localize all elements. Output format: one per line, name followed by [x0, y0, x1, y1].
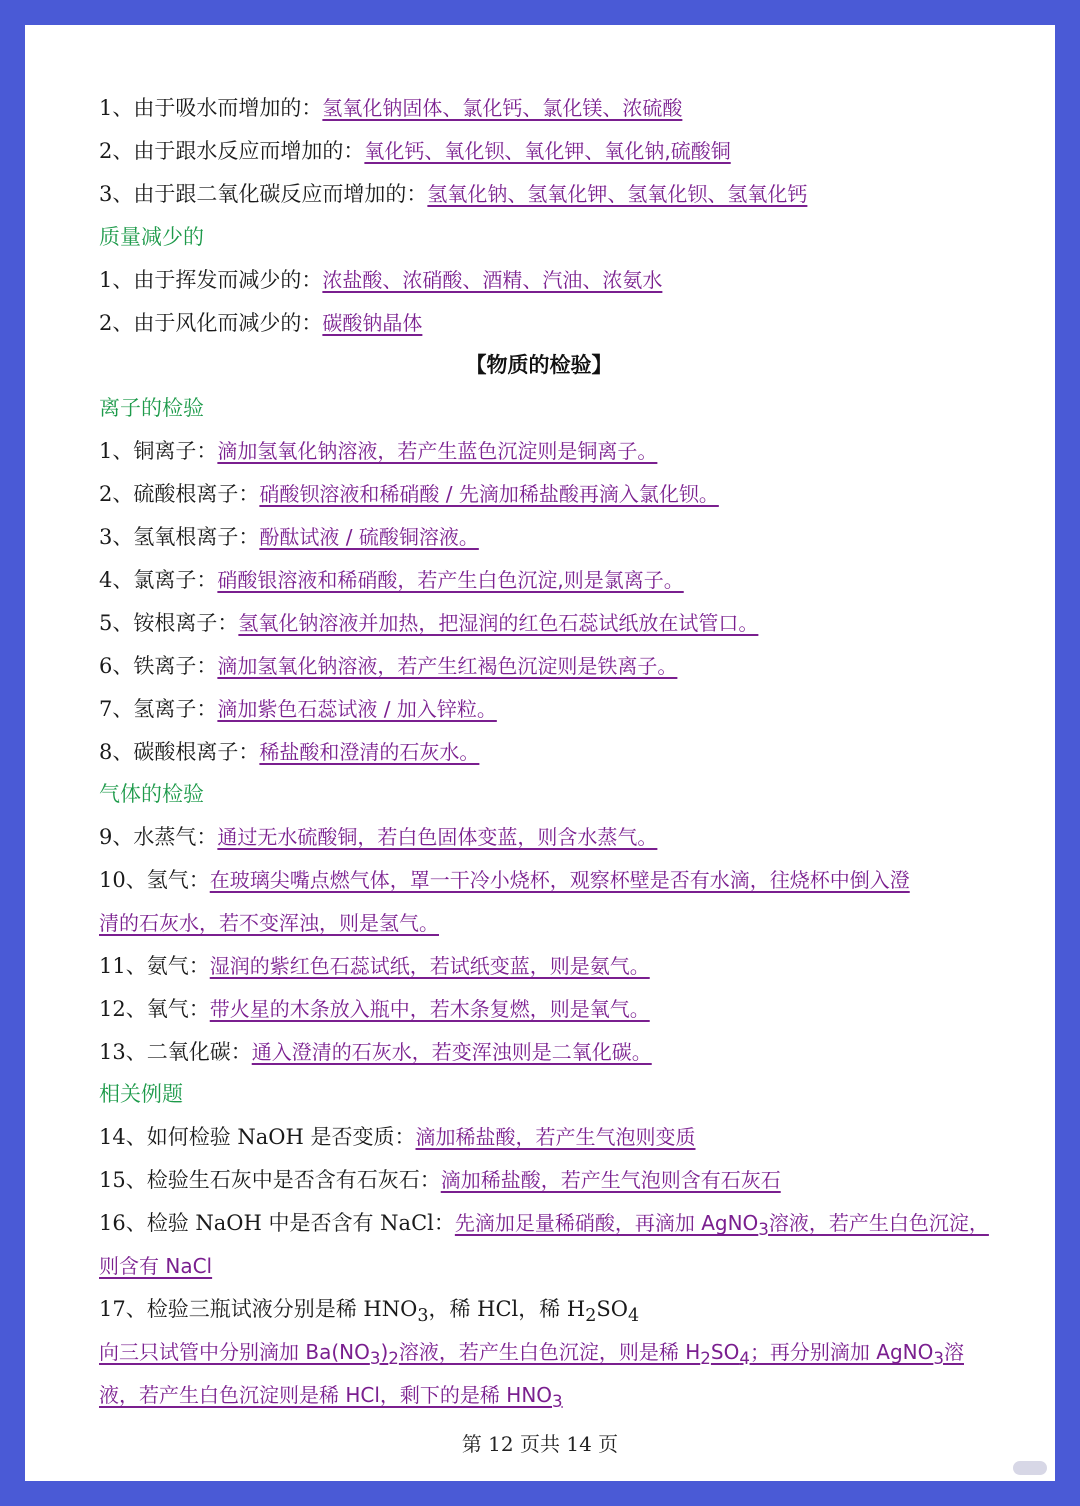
example-17-question: 17、检验三瓶试液分别是稀 $HNO_3$，稀 HCl，稀 $H_2SO_4$ [99, 1297, 640, 1327]
ion-item-5: 5、铵根离子：氢氧化钠溶液并加热，把湿润的红色石蕊试纸放在试管口。 [99, 611, 759, 635]
increase-item-2: 2、由于跟水反应而增加的：氧化钙、氧化钡、氧化钾、氧化钠,硫酸铜 [99, 139, 731, 163]
gas-item-10-continued [99, 908, 439, 938]
answer: 硝酸银溶液和稀硝酸，若产生白色沉淀,则是氯离子。 [217, 568, 684, 592]
section-title-ions: 离子的检验 [99, 396, 204, 420]
example-17-answer-1 [99, 1337, 964, 1374]
answer: 湿润的紫红色石蕊试纸，若试纸变蓝，则是氨气。 [209, 954, 650, 978]
example-16-continued [99, 1251, 212, 1281]
ion-item-6: 6、铁离子：滴加氢氧化钠溶液，若产生红褐色沉淀则是铁离子。 [99, 654, 678, 678]
ion-item-4: 4、氯离子：硝酸银溶液和稀硝酸，若产生白色沉淀,则是氯离子。 [99, 568, 684, 592]
answer: 滴加稀盐酸，若产生气泡则含有石灰石 [440, 1168, 781, 1192]
ion-item-3: 3、氢氧根离子：酚酞试液 / 硫酸铜溶液。 [99, 525, 479, 549]
section-title-examples: 相关例题 [99, 1082, 183, 1106]
answer: 氧化钙、氧化钡、氧化钾、氧化钠,硫酸铜 [364, 139, 731, 163]
increase-item-1: 1、由于吸水而增加的：氢氧化钠固体、氯化钙、氯化镁、浓硫酸 [99, 96, 683, 120]
example-16: 16、检验 NaOH 中是否含有 NaCl：先滴加足量稀硝酸，再滴加 AgNO$_3$溶液，若产生白色沉淀， [99, 1211, 989, 1239]
answer: 氢氧化钠固体、氯化钙、氯化镁、浓硫酸 [322, 96, 683, 120]
ion-item-7: 7、氢离子：滴加紫色石蕊试液 / 加入锌粒。 [99, 697, 497, 721]
answer: 通入澄清的石灰水，若变浑浊则是二氧化碳。 [251, 1040, 652, 1064]
example-17-answer-2 [99, 1380, 563, 1417]
answer: 稀盐酸和澄清的石灰水。 [259, 740, 480, 764]
decrease-item-1: 1、由于挥发而减少的：浓盐酸、浓硝酸、酒精、汽油、浓氨水 [99, 268, 663, 292]
ion-item-8: 8、碳酸根离子：稀盐酸和澄清的石灰水。 [99, 740, 480, 764]
answer: 碳酸钠晶体 [322, 311, 423, 335]
answer: 先滴加足量稀硝酸，再滴加 AgNO$_3$溶液，若产生白色沉淀， [454, 1211, 989, 1239]
document-page [25, 25, 1055, 1481]
answer: 浓盐酸、浓硝酸、酒精、汽油、浓氨水 [322, 268, 663, 292]
page-footer: 第 12 页共 14 页 [461, 1432, 619, 1456]
gas-item-12: 12、氧气：带火星的木条放入瓶中，若木条复燃，则是氧气。 [99, 997, 650, 1021]
ion-item-1: 1、铜离子：滴加氢氧化钠溶液，若产生蓝色沉淀则是铜离子。 [99, 439, 658, 463]
answer: 则含有 NaCl [99, 1254, 213, 1278]
answer: 向三只试管中分别滴加 $Ba(NO_3)_2$溶液，若产生白色沉淀，则是稀 $H_2SO_4$；再分别滴加 AgNO$_3$溶 [99, 1340, 964, 1368]
decrease-item-2: 2、由于风化而减少的：碳酸钠晶体 [99, 311, 423, 335]
answer: 滴加氢氧化钠溶液，若产生蓝色沉淀则是铜离子。 [217, 439, 658, 463]
gas-item-13: 13、二氧化碳：通入澄清的石灰水，若变浑浊则是二氧化碳。 [99, 1040, 652, 1064]
answer: 氢氧化钠、氢氧化钾、氢氧化钡、氢氧化钙 [427, 182, 808, 206]
answer: 通过无水硫酸铜，若白色固体变蓝，则含水蒸气。 [217, 825, 658, 849]
main-title: 【物质的检验】 [465, 352, 613, 377]
section-title-gases: 气体的检验 [99, 782, 204, 806]
watermark-badge [1013, 1461, 1047, 1475]
gas-item-11: 11、氨气：湿润的紫红色石蕊试纸，若试纸变蓝，则是氨气。 [99, 954, 650, 978]
answer: 滴加氢氧化钠溶液，若产生红褐色沉淀则是铁离子。 [217, 654, 678, 678]
answer: 滴加紫色石蕊试液 / 加入锌粒。 [217, 697, 497, 721]
gas-item-10: 10、氢气：在玻璃尖嘴点燃气体，罩一干冷小烧杯，观察杯壁是否有水滴，往烧杯中倒入澄 [99, 868, 910, 892]
answer: 液，若产生白色沉淀则是稀 HCl，剩下的是稀 $HNO_3$ [99, 1383, 563, 1411]
answer: 带火星的木条放入瓶中，若木条复燃，则是氧气。 [209, 997, 650, 1021]
answer: 硝酸钡溶液和稀硝酸 / 先滴加稀盐酸再滴入氯化钡。 [259, 482, 719, 506]
gas-item-9: 9、水蒸气：通过无水硫酸铜，若白色固体变蓝，则含水蒸气。 [99, 825, 658, 849]
answer: 清的石灰水，若不变浑浊，则是氢气。 [99, 911, 439, 935]
section-title-decrease: 质量减少的 [99, 225, 204, 249]
answer: 在玻璃尖嘴点燃气体，罩一干冷小烧杯，观察杯壁是否有水滴，往烧杯中倒入澄 [209, 868, 910, 892]
example-15: 15、检验生石灰中是否含有石灰石：滴加稀盐酸，若产生气泡则含有石灰石 [99, 1168, 781, 1192]
answer: 氢氧化钠溶液并加热，把湿润的红色石蕊试纸放在试管口。 [238, 611, 759, 635]
answer: 滴加稀盐酸，若产生气泡则变质 [415, 1125, 696, 1149]
increase-item-3: 3、由于跟二氧化碳反应而增加的：氢氧化钠、氢氧化钾、氢氧化钡、氢氧化钙 [99, 182, 808, 206]
answer: 酚酞试液 / 硫酸铜溶液。 [259, 525, 479, 549]
ion-item-2: 2、硫酸根离子：硝酸钡溶液和稀硝酸 / 先滴加稀盐酸再滴入氯化钡。 [99, 482, 719, 506]
example-14: 14、如何检验 NaOH 是否变质：滴加稀盐酸，若产生气泡则变质 [99, 1125, 696, 1149]
